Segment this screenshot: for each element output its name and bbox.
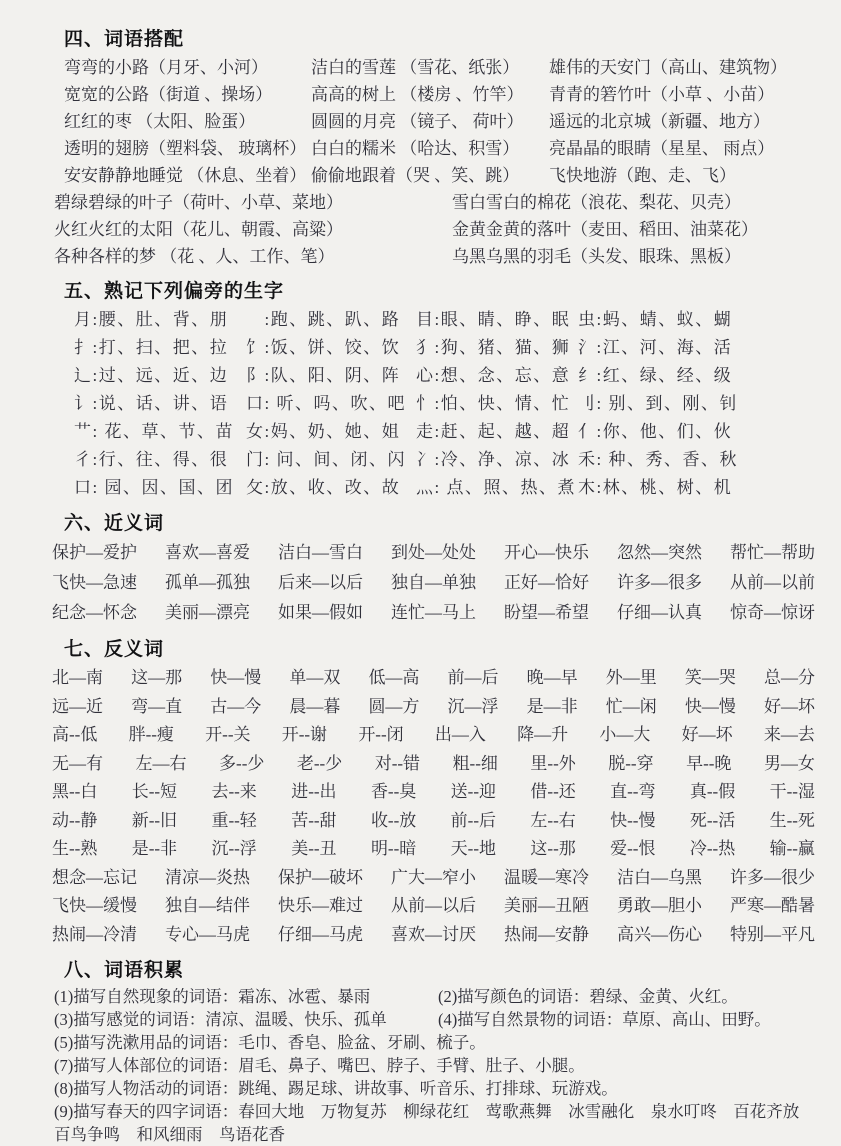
synonym-pair: 独自—单独 [391, 573, 476, 592]
synonym-pair: 保护—爱护 [52, 543, 137, 562]
collocation-grid-3col [64, 54, 811, 189]
accumulation-item: (2)描写颜色的词语：碧绿、金黄、火红。 [438, 987, 738, 1006]
antonym-pair: 美丽—丑陋 [504, 896, 589, 915]
collocation-entry: 安安静静地睡觉 （休息、坐着） [64, 166, 307, 185]
accumulation-line [54, 1100, 816, 1146]
antonym-row [52, 750, 815, 779]
radical-group: 禾: 种、秀、香、秋 [578, 450, 738, 469]
radical-group: 走:赶、起、越、超 [416, 422, 571, 441]
antonym-pair: 喜欢—讨厌 [391, 924, 476, 944]
antonym-row [52, 664, 815, 693]
radical-group: 艹: 花、草、节、苗 [74, 422, 234, 441]
radical-group: 讠:说、话、讲、语 [74, 394, 229, 413]
collocation-row [54, 216, 811, 243]
synonym-row [52, 598, 815, 628]
radical-row [74, 306, 811, 334]
collocation-entry: 白白的糯米 （哈达、积雪） [311, 139, 520, 158]
antonym-pair: 笑—哭 [684, 668, 736, 687]
antonym-pair: 脱--穿 [608, 753, 654, 773]
antonym-pair: 明--暗 [370, 839, 417, 858]
antonym-pair: 重--轻 [211, 810, 257, 830]
collocation-row [54, 243, 811, 270]
radical-group: 阝:队、阳、阴、阵 [246, 366, 401, 385]
antonym-pair: 专心—马虎 [165, 924, 250, 944]
collocation-row [54, 189, 811, 216]
antonym-pair: 前--后 [450, 810, 496, 830]
collocation-entry: 偷偷地跟着（哭 、笑、跳） [311, 166, 520, 185]
antonym-pair: 温暖—寒冷 [504, 867, 589, 887]
radical-group: 目:眼、睛、睁、眠 [416, 310, 571, 329]
synonym-pair: 纪念—怀念 [52, 603, 137, 622]
antonym-pair: 借--还 [530, 782, 576, 801]
collocation-entry: 雪白雪白的棉花（浪花、梨花、贝壳） [452, 193, 741, 212]
collocation-entry: 红红的枣 （太阳、脸蛋） [64, 112, 256, 131]
heading-word-collocation: 四、词语搭配 [64, 29, 185, 50]
antonym-pair: 热闹—安静 [504, 924, 589, 944]
antonym-pair: 北—南 [52, 668, 103, 687]
collocation-entry: 亮晶晶的眼睛（星星、 雨点） [549, 139, 775, 158]
synonyms-grid [52, 538, 815, 628]
accumulation-item: (8)描写人物活动的词语：跳绳、踢足球、讲故事、听音乐、打排球、玩游戏。 [54, 1079, 618, 1098]
heading-synonyms: 六、近义词 [64, 513, 165, 534]
collocation-entry: 洁白的雪莲 （雪花、纸张） [311, 58, 520, 77]
radical-group: 饣:饭、饼、饺、饮 [246, 338, 401, 357]
antonym-row [52, 892, 815, 921]
collocation-entry: 透明的翅膀（塑料袋、 玻璃杯） [64, 139, 307, 158]
antonym-pair: 想念—忘记 [52, 867, 137, 887]
antonym-pair: 动--静 [52, 810, 98, 830]
antonym-pair: 勇敢—胆小 [617, 896, 702, 915]
synonym-pair: 后来—以后 [278, 573, 363, 592]
radical-group: :跑、跳、趴、路 [246, 310, 401, 329]
antonym-pair: 这—那 [131, 668, 183, 687]
antonym-pair: 仔细—马虎 [278, 924, 363, 944]
accumulation-item: (4)描写自然景物的词语：草原、高山、田野。 [438, 1010, 771, 1029]
synonym-pair: 正好—恰好 [504, 573, 589, 592]
section-antonyms [52, 634, 815, 949]
antonym-pair: 降—升 [517, 725, 569, 744]
synonym-pair: 孤单—孤独 [165, 573, 250, 592]
antonym-pair: 来—去 [763, 725, 815, 744]
antonym-pair: 进--出 [291, 782, 337, 801]
antonym-pair: 低—高 [368, 668, 420, 687]
antonym-pair: 收--放 [370, 810, 417, 830]
synonym-pair: 飞快—急速 [52, 573, 137, 592]
radical-group: 虫:蚂、蜻、蚁、蝴 [578, 310, 733, 329]
antonym-pair: 小—大 [599, 725, 651, 744]
collocation-grid-2col [54, 189, 811, 270]
antonym-pair: 沉—浮 [447, 696, 499, 716]
antonym-pair: 冷--热 [689, 839, 736, 858]
antonym-pair: 多--少 [219, 753, 265, 773]
synonym-pair: 如果—假如 [278, 603, 363, 622]
collocation-row [64, 54, 811, 81]
radical-group: 心:想、念、忘、意 [416, 366, 571, 385]
collocation-entry: 碧绿碧绿的叶子（荷叶、小草、菜地） [54, 193, 343, 212]
antonym-pair: 美--丑 [291, 839, 337, 858]
collocation-entry: 乌黑乌黑的羽毛（头发、眼珠、黑板） [452, 247, 741, 266]
radical-group: 纟:红、绿、经、级 [578, 366, 733, 385]
synonym-row [52, 568, 815, 598]
antonym-pair: 特别—平凡 [730, 924, 815, 944]
radical-group: 亻:你、他、们、伙 [578, 422, 733, 441]
heading-word-accumulation: 八、词语积累 [64, 960, 185, 981]
antonym-pair: 快乐—难过 [278, 896, 363, 915]
radical-group: 灬: 点、照、热、煮 [416, 478, 576, 497]
antonym-pair: 真--假 [689, 782, 736, 801]
antonym-pair: 粗--细 [452, 753, 498, 773]
radical-group: 女:妈、奶、她、姐 [246, 422, 401, 441]
antonym-pair: 快--慢 [610, 810, 656, 830]
antonym-row [52, 693, 815, 722]
antonym-pair: 飞快—缓慢 [52, 896, 137, 915]
antonym-pair: 对--错 [374, 753, 421, 773]
antonym-pair: 快—慢 [210, 668, 262, 687]
radical-group: 攵:放、收、改、故 [246, 478, 401, 497]
antonym-pair: 是—非 [526, 696, 578, 716]
accumulation-line [54, 1054, 811, 1077]
radical-group: 氵:江、河、海、活 [578, 338, 733, 357]
antonym-pair: 开--闭 [358, 725, 404, 744]
antonym-pair: 忙—闲 [605, 696, 657, 716]
antonym-row [52, 864, 815, 893]
antonym-pair: 直--弯 [610, 782, 656, 801]
antonym-pair: 无—有 [52, 753, 103, 773]
accumulation-line [54, 985, 811, 1008]
antonym-pair: 老--少 [296, 753, 343, 773]
collocation-entry: 金黄金黄的落叶（麦田、稻田、油菜花） [452, 220, 758, 239]
antonym-pair: 许多—很少 [730, 867, 815, 887]
antonym-pair: 晨—暮 [289, 696, 341, 716]
antonym-pair: 高兴—伤心 [617, 924, 702, 944]
antonym-pair: 保护—破坏 [278, 867, 363, 887]
heading-antonyms: 七、反义词 [64, 639, 165, 660]
antonym-pair: 出—入 [434, 725, 486, 744]
accumulation-item: (3)描写感觉的词语：清凉、温暖、快乐、孤单 [54, 1010, 387, 1029]
synonym-pair: 盼望—希望 [504, 603, 589, 622]
collocation-entry: 弯弯的小路（月牙、小河） [64, 58, 268, 77]
synonym-pair: 惊奇—惊讶 [730, 603, 815, 622]
synonym-pair: 仔细—认真 [617, 603, 702, 622]
accumulation-line [54, 1077, 811, 1100]
synonym-pair: 到处—处处 [391, 543, 476, 562]
accumulation-item: (7)描写人体部位的词语：眉毛、鼻子、嘴巴、脖子、手臂、肚子、小腿。 [54, 1056, 585, 1075]
collocation-entry: 圆圆的月亮 （镜子、 荷叶） [311, 112, 524, 131]
antonym-pair: 长--短 [131, 782, 178, 801]
antonym-pair: 沉--浮 [211, 839, 257, 858]
synonym-pair: 美丽—漂亮 [165, 603, 250, 622]
antonym-pair: 天--地 [450, 839, 496, 858]
radical-row [74, 390, 811, 418]
radicals-grid [64, 306, 811, 502]
synonym-pair: 许多—很多 [617, 573, 702, 592]
antonym-pair: 圆—方 [368, 696, 420, 716]
section-radical-characters [64, 276, 811, 502]
antonym-pair: 好—坏 [763, 696, 815, 716]
collocation-entry: 各种各样的梦 （花 、人、工作、笔） [54, 247, 335, 266]
antonym-pair: 苦--甜 [291, 810, 337, 830]
collocation-row [64, 81, 811, 108]
synonym-pair: 开心—快乐 [504, 543, 589, 562]
collocation-entry: 火红火红的太阳（花儿、朝霞、高粱） [54, 220, 343, 239]
accumulation-line [54, 1008, 811, 1031]
antonym-pair: 好—坏 [681, 725, 733, 744]
antonym-pair: 从前—以后 [391, 896, 476, 915]
synonym-pair: 帮忙—帮助 [730, 543, 815, 562]
antonym-pair: 左—右 [135, 753, 187, 773]
antonym-pair: 开--关 [205, 725, 251, 744]
antonym-pair: 生--熟 [52, 839, 98, 858]
synonym-pair: 喜欢—喜爱 [165, 543, 250, 562]
section-word-collocation [54, 24, 811, 270]
accumulation-line [54, 1031, 811, 1054]
radical-group: 犭:狗、猪、猫、狮 [416, 338, 571, 357]
antonym-pair: 男—女 [763, 753, 815, 773]
antonym-row [52, 721, 815, 750]
collocation-row [64, 108, 811, 135]
radical-row [74, 418, 811, 446]
antonym-row [52, 778, 815, 807]
radical-group: 冫:冷、净、凉、冰 [416, 450, 571, 469]
collocation-entry: 青青的箬竹叶（小草 、小苗） [549, 85, 775, 104]
antonym-pair: 外—里 [605, 668, 657, 687]
antonym-pair: 早--晚 [686, 753, 732, 773]
antonym-pair: 晚—早 [526, 668, 578, 687]
antonym-pair: 古—今 [210, 696, 262, 716]
radical-row [74, 474, 811, 502]
synonym-pair: 洁白—雪白 [278, 543, 363, 562]
antonym-pair: 送--迎 [450, 782, 496, 801]
antonym-pair: 严寒—酷暑 [730, 896, 815, 915]
antonym-pair: 快—慢 [684, 696, 736, 716]
synonym-pair: 忽然—突然 [617, 543, 702, 562]
accumulation-item: (1)描写自然现象的词语：霜冻、冰雹、暴雨 [54, 987, 371, 1006]
antonym-row [52, 921, 815, 950]
collocation-row [64, 162, 811, 189]
accumulation-item: (5)描写洗漱用品的词语：毛巾、香皂、脸盆、牙刷、梳子。 [54, 1033, 486, 1052]
radical-group: 扌:打、扫、把、拉 [74, 338, 229, 357]
antonym-pair: 这--那 [530, 839, 576, 858]
collocation-row [64, 135, 811, 162]
antonym-pair: 去--来 [211, 782, 257, 801]
antonym-pair: 爱--恨 [610, 839, 656, 858]
synonym-pair: 从前—以前 [730, 573, 815, 592]
radical-group: 彳:行、往、得、很 [74, 450, 229, 469]
antonym-row [52, 807, 815, 836]
collocation-entry: 雄伟的天安门（高山、建筑物） [549, 58, 787, 77]
antonym-pair: 是--非 [131, 839, 178, 858]
antonym-pair: 新--旧 [131, 810, 178, 830]
radical-group: 口: 园、因、国、团 [74, 478, 234, 497]
radical-row [74, 362, 811, 390]
antonym-pair: 左--右 [530, 810, 576, 830]
antonym-pair: 远—近 [52, 696, 103, 716]
synonym-row [52, 538, 815, 568]
collocation-entry: 遥远的北京城（新疆、地方） [549, 112, 770, 131]
radical-group: 辶:过、远、近、边 [74, 366, 229, 385]
collocation-entry: 高高的树上 （楼房 、竹竿） [311, 85, 524, 104]
radical-row [74, 334, 811, 362]
antonym-pair: 独自—结伴 [165, 896, 250, 915]
section-word-accumulation [54, 955, 816, 1146]
antonym-pair: 死--活 [689, 810, 736, 830]
antonym-row [52, 835, 815, 864]
antonym-pair: 广大—窄小 [391, 867, 476, 887]
radical-row [74, 446, 811, 474]
antonym-pair: 黑--白 [52, 782, 98, 801]
antonym-pair: 开--谢 [281, 725, 328, 744]
antonym-pair: 清凉—炎热 [165, 867, 250, 887]
collocation-entry: 宽宽的公路（街道 、操场） [64, 85, 273, 104]
radical-group: 木:林、桃、树、机 [578, 478, 733, 497]
antonym-pair: 热闹—冷清 [52, 924, 137, 944]
antonym-pair: 干--湿 [769, 782, 815, 801]
antonym-pair: 前—后 [447, 668, 499, 687]
antonym-pair: 胖--瘦 [128, 725, 174, 744]
antonym-pair: 总—分 [763, 668, 815, 687]
radical-group: 刂: 别、到、刚、钊 [578, 394, 738, 413]
antonym-pair: 洁白—乌黑 [617, 867, 702, 887]
antonym-pair: 香--臭 [370, 782, 417, 801]
collocation-entry: 飞快地游（跑、走、飞） [549, 166, 736, 185]
antonym-pair: 生--死 [769, 810, 815, 830]
antonym-pair: 输--赢 [769, 839, 815, 858]
radical-group: 口: 听、吗、吹、吧 [246, 394, 406, 413]
antonym-pair: 高--低 [52, 725, 98, 744]
antonym-pair: 单—双 [289, 668, 341, 687]
antonym-pair: 里--外 [530, 753, 576, 773]
heading-radical-characters: 五、熟记下列偏旁的生字 [64, 281, 285, 302]
section-synonyms [52, 508, 815, 628]
synonym-pair: 连忙—马上 [391, 603, 476, 622]
antonyms-grid [52, 664, 815, 949]
radical-group: 忄:怕、快、情、忙 [416, 394, 571, 413]
accumulation-item: (9)描写春天的四字词语：春回大地 万物复苏 柳绿花红 莺歌燕舞 冰雪融化 泉水叮咚 百花齐放 百鸟争鸣 和风细雨 鸟语花香 [54, 1102, 816, 1144]
radical-group: 月:腰、肚、背、朋 [74, 310, 229, 329]
antonym-pair: 弯—直 [131, 696, 183, 716]
radical-group: 门: 问、间、闭、闪 [246, 450, 406, 469]
